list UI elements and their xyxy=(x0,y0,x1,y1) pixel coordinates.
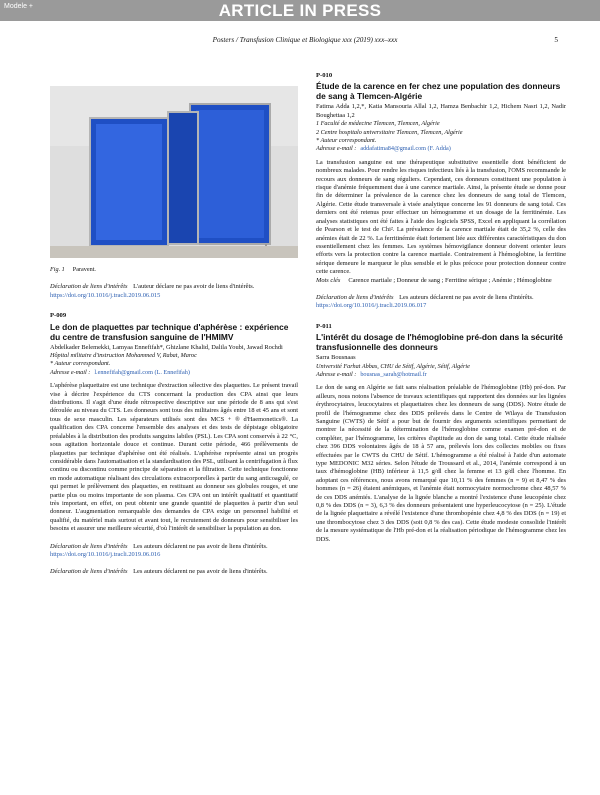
declaration-text: Les auteurs déclarent ne pas avoir de liens d'intérêts. xyxy=(133,542,268,550)
email-link[interactable]: bousnas_sarah@hotmail.fr xyxy=(360,370,427,378)
page-number: 5 xyxy=(554,36,558,44)
email-link[interactable]: addafatima84@gmail.com (F. Adda) xyxy=(360,145,451,153)
figure-label: Fig. 1 xyxy=(50,266,65,273)
top-banner xyxy=(0,0,600,22)
email-p011 xyxy=(316,371,566,379)
doi-link-p009[interactable]: https://doi.org/10.1016/j.tracli.2019.06.016 xyxy=(50,550,161,558)
corresponding-p009: * Auteur correspondant. xyxy=(50,360,111,368)
abstract-p011: Le don de sang en Algérie se fait sans réalisation préalable de l'hémoglobine (Hb) pré-don. Par ailleurs, nous notons l'absence de travaux scientifiques qui rapportent des données sur les lignées érythrocytaires, leucocytaires et plaquettaires chez les donneurs de sang (DDS). Notre étude de profil de l'hémogramme chez des DDS prélevés dans le Centre de Wilaya de Transfusion Sanguine (CWTS) de Sétif a pour but de fournir des arguments scientifiques permettant de montrer la nécessité de la détermination de l'hémoglobine comme examen pré-don et de compléter, par l'hémogramme, les critères d'aptitude au don de sang total. Cette étude réalisée chez 396 DDS volontaires âgés de 18 à 57 ans, prélevés lors des collectes mobiles ou fixes effectuées par le CWTS du CHU de Sétif. L'hémogramme a été réalisé à l'aide d'un automate type MEDONIC M32 séries. Selon l'étude de Troussard et al., 2014, l'anémie correspond à un taux d'hémoglobine (HB) inférieur à 11,5 g/dl chez la femme et 13 g/dl chez l'homme. En adoptant ces références, nous avons remarqué que 10,11 % des femmes (n = 9) et 8,47 % des hommes (n = 26) étaient anémiques, et l'anémie était normocytaire normochrome chez 48,57 % de ces DDS anémiés. L'analyse de la lignée blanche a montré l'existence d'une leucopénie chez 0,8 % des DDS (n = 3), 6,3 % des donneurs présentaient une hyperleucocytose (n = 25). L'étude de la lignée plaquettaire a révélé l'existence d'une thrombopénie chez 4,8 % des DDS (n = 19) et une thrombocytose chez 3 des DDS (soit 0,8 % des cas). Cette étude modeste consolide l'intérêt de la mesure systématique de l'Hb pré-don et la réalisation périodique de l'hémogramme chez les DDS. xyxy=(316,384,566,543)
figure-caption xyxy=(50,266,298,274)
corresponding-p010: * Auteur correspondant. xyxy=(316,137,377,145)
poster-title-p011: L'intérêt du dosage de l'hémoglobine pré-don dans la sécurité transfusionnelle des donneurs xyxy=(316,332,563,353)
running-title: Posters / Transfusion Clinique et Biologique xxx (2019) xxx–xxx xyxy=(212,36,398,44)
affiliation-p009: Hôpital militaire d'instruction Mohammed V, Rabat, Maroc xyxy=(50,352,197,360)
figure-1-photo xyxy=(50,86,298,258)
declaration-p010 xyxy=(316,294,566,302)
poster-id-p010: P-010 xyxy=(316,72,333,79)
declaration-label: Déclaration de liens d'intérêts xyxy=(50,283,128,291)
declaration-text: Les auteurs déclarent ne pas avoir de liens d'intérêts. xyxy=(399,293,534,301)
declaration-text: Les auteurs déclarent ne pas avoir de liens d'intérêts. xyxy=(133,568,268,576)
authors-p009: Abdelkader Belemekki, Lamyaa Ennefifah*, Ghizlane Khalid, Dalila Youbi, Jawad Rochdi xyxy=(50,343,283,351)
keywords-p010 xyxy=(316,277,566,285)
email-label: Adresse e-mail : xyxy=(316,145,357,153)
figure-caption-text: Paravent. xyxy=(72,266,96,273)
right-column xyxy=(316,62,566,544)
declaration-label: Déclaration de liens d'intérêts xyxy=(316,293,394,301)
poster-title-p009: Le don de plaquettes par technique d'aphérèse : expérience du centre de transfusion sanguine de l'HMIMV xyxy=(50,321,289,342)
email-p010 xyxy=(316,145,566,153)
article-in-press-banner: ARTICLE IN PRESS xyxy=(0,0,600,21)
abstract-p010: La transfusion sanguine est une thérapeutique substitutive essentielle dont bénéficient de nombreux malades. Pour rendre les risques infectieux liés à la transfusion, l'OMS recommande le recours aux donneurs de sang réguliers. Cependant, ces donneurs constituent une population à risque d'anémie fréquemment due à une carence martiale. Ainsi, la présente étude se donne pour fin de déterminer la prévalence de la carence chez les donneurs de sang total de Tlemcen, Algérie. Cette étude transversale à visée analytique concerne les 91 donneurs de sang total. Ces derniers ont été retenus pour effectuer un hémogramme et un dosage de la ferritinémie. Les analyses statistiques ont été faites à l'aide des logiciels SPSS, Excel en appliquant la corrélation de Pearson et le test de Chi². La prévalence de la carence martiale était de 35,2 %, celle des anémies était de 22 %. La ferritinémie était fortement liée aux différentes caractéristiques du don essentiellement chez les femmes. Les systèmes hémovigilance donneur doivent orienter leurs efforts vers la protection contre la carence martiale. Contrairement à l'hémoglobine, la ferritine sérique demeure le marqueur le plus sensible et le plus précoce pour protection donneur contre cette carence. xyxy=(316,158,566,276)
affiliation-p011: Université Farhat Abbas, CHU de Sétif, Algérie, Sétif, Algérie xyxy=(316,362,470,370)
email-label: Adresse e-mail : xyxy=(50,368,91,376)
doi-link-p008[interactable]: https://doi.org/10.1016/j.tracli.2019.06.015 xyxy=(50,291,161,299)
authors-p011: Sarra Bousnaas xyxy=(316,354,356,362)
declaration-p008 xyxy=(50,283,298,291)
declaration-label: Déclaration de liens d'intérêts xyxy=(50,542,128,550)
keywords-label: Mots clés xyxy=(316,276,341,284)
keywords-text: Carence martiale ; Donneur de sang ; Ferritine sérique ; Anémie ; Hémoglobine xyxy=(348,276,552,284)
declaration-p009 xyxy=(50,543,298,551)
model-label: Modele + xyxy=(4,3,33,10)
poster-id-p011: P-011 xyxy=(316,322,332,330)
declaration-p010-cont xyxy=(50,568,298,576)
email-p009 xyxy=(50,369,298,377)
poster-id-p009: P-009 xyxy=(50,312,67,320)
declaration-text: L'auteur déclare ne pas avoir de liens d'intérêts. xyxy=(133,283,255,291)
poster-title-p010: Étude de la carence en fer chez une population des donneurs de sang à Tlemcen-Algérie xyxy=(316,81,561,102)
affiliation-1-p010: 1 Faculté de médecine Tlemcen, Tlemcen, Algérie xyxy=(316,120,440,128)
abstract-p009: L'aphérèse plaquettaire est une technique d'extraction sélective des plaquettes. Le présent travail vise à décrire l'expérience du CTS concernant la production des CPA ainsi que leurs distributions. Il s'agit d'une étude rétrospective descriptive sur une période de 8 ans qui s'est déroulée au niveau du CTS. Les donneurs sont tous des militaires âgés entre 18 et 45 ans et sont tous de sexe masculin. Les séparateurs utilisés sont des MCS + ® d'Haemonetics®. La qualification des CPA concerne l'ensemble des analyses et des tests de dépistage obligatoire préalables à la distribution des produits sanguins labiles (PSL). Les CPA sont conservés à 22 °C, sous agitation horizontale douce et continue. Durant cette période, 466 prélèvements de plaquettes par technique d'aphérèse ont été réalisés. L'aphérèse représente ainsi un progrès considérable dans l'automatisation et la standardisation des PSL, utilisant la centrifugation à flux continu ou discontinu comme principe de séparation et la filtration. Cette technique fonctionne en mode automatique réalisant des circulations extracorporelles à partir du sang anticoagulé, ce qui permet le prélèvement des plaquettes, en restituant au donneur ses globules rouges, et une partie plus ou moins importante de son plasma. Ces CPA ont un intérêt qualitatif et quantitatif très important, en effet, on peut obtenir une grande quantité de plaquettes à partir d'un seul donneur. L'augmentation remarquable des demandes de CPA exige un personnel habilité et qualifié, du matériel mais surtout et avant tout, le recrutement de donneurs pour sensibiliser les besoins et assurer une meilleure sécurité, d'où l'intérêt de sensibiliser la population au don. xyxy=(50,382,298,533)
left-column xyxy=(50,62,298,577)
affiliation-2-p010: 2 Centre hospitalo universitaire Tlemcen, Tlemcen, Algérie xyxy=(316,128,463,136)
doi-link-p010[interactable]: https://doi.org/10.1016/j.tracli.2019.06.017 xyxy=(316,302,427,310)
authors-p010: Fatima Adda 1,2,*, Katia Mansouria Allal 1,2, Hamza Benbachir 1,2, Hichem Nasri 1,2, Nadir Boughettaa 1,2 xyxy=(316,103,566,119)
email-link[interactable]: l.ennefifah@gmail.com (L. Ennefifah) xyxy=(94,368,190,376)
email-label: Adresse e-mail : xyxy=(316,370,357,378)
declaration-label: Déclaration de liens d'intérêts xyxy=(50,568,128,576)
paravent-illustration xyxy=(50,86,298,258)
